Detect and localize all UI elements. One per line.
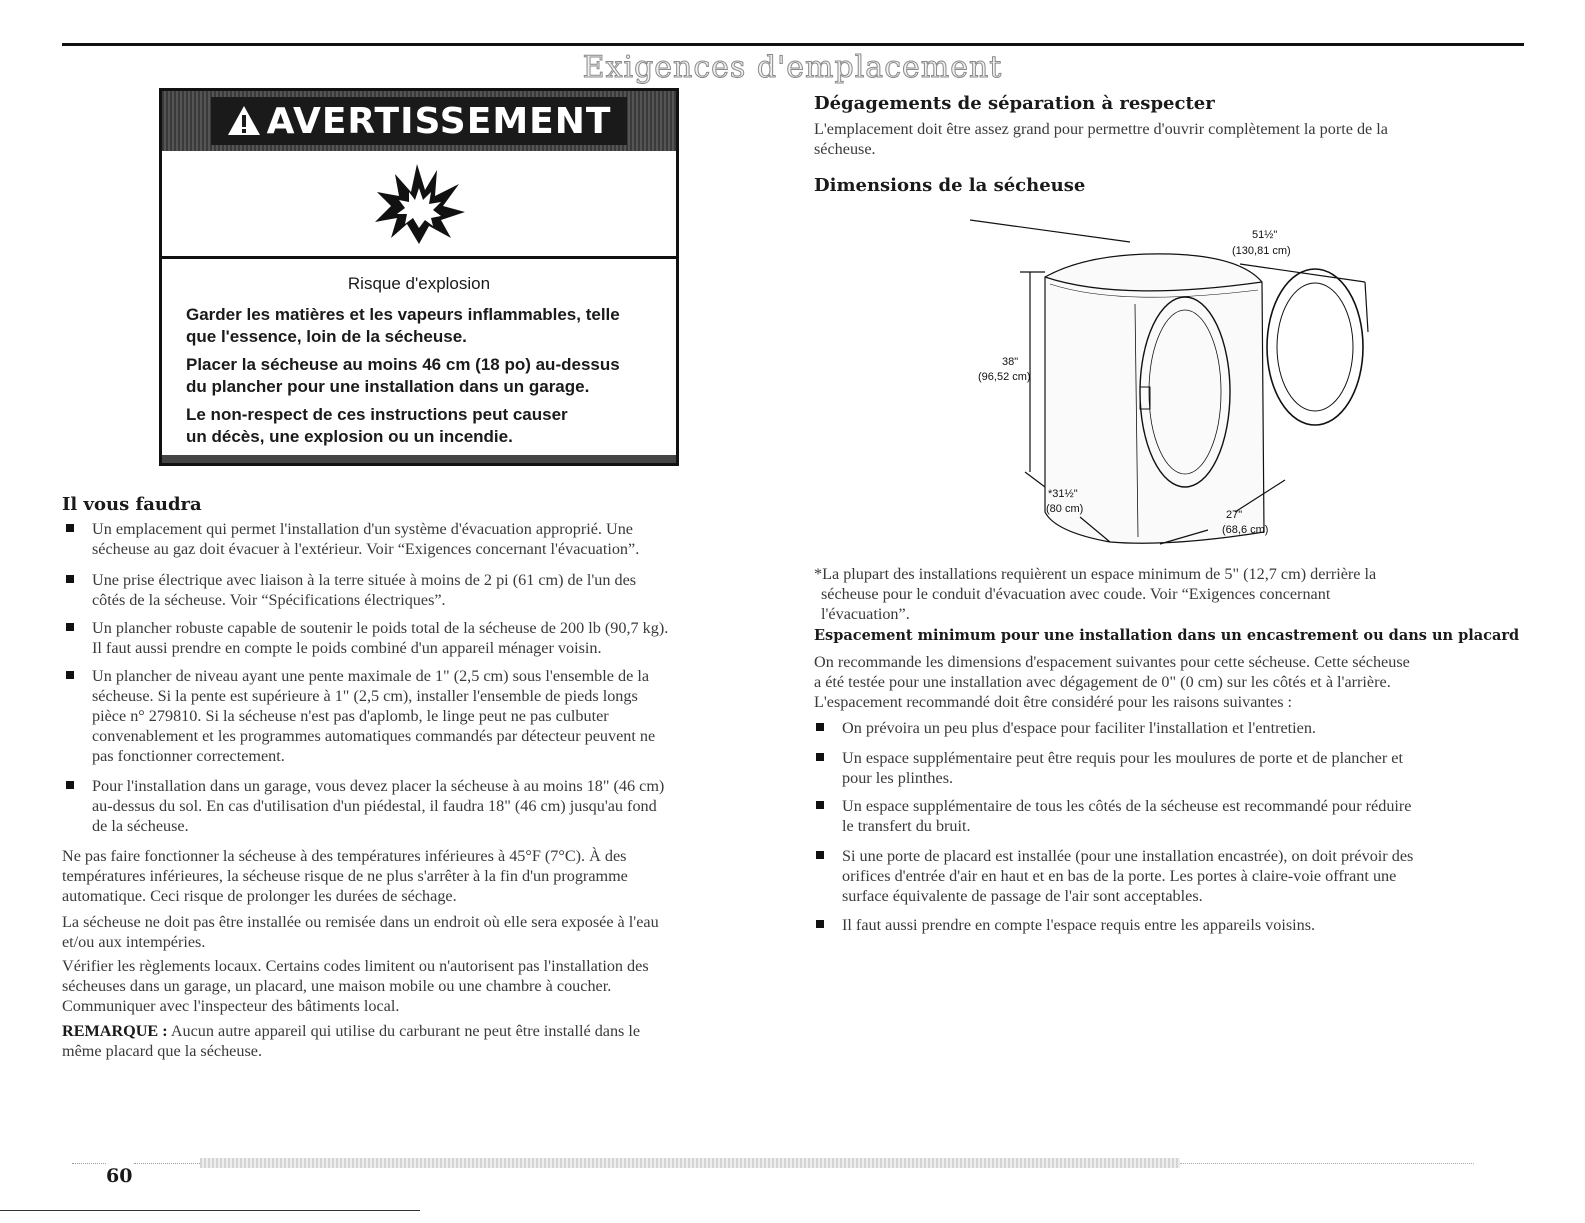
paragraph-remark: REMARQUE : Aucun autre appareil qui utilise du carburant ne peut être installé dans le même placard que la sécheuse. [62,1022,641,1060]
bullet-square-icon [816,753,824,761]
bullet-square-icon [66,623,74,631]
list-item: Une prise électrique avec liaison à la terre située à moins de 2 pi (61 cm) de l'un des côtés de la sécheuse. Voir “Spécifications électriques”. [92,570,772,610]
warning-line: Placer la sécheuse au moins 46 cm (18 po) au-dessus [186,355,620,374]
warning-title-block [211,97,628,145]
risk-title: Risque d'explosion [347,274,491,293]
warning-title: AVERTISSEMENT [266,100,612,142]
bullet-square-icon [66,671,74,679]
list-item: Un emplacement qui permet l'installation d'un système d'évacuation approprié. Une sécheuse au gaz doit évacuer à l'extérieur. Voir “Exigences concernant l'évacuation”. [92,519,772,559]
paragraph-clearance: L'emplacement doit être assez grand pour permettre d'ouvrir complètement la porte de la sécheuse. [814,120,1388,158]
list-item: On prévoira un peu plus d'espace pour faciliter l'installation et l'entretien. [842,718,1532,738]
list-item: Si une porte de placard est installée (pour une installation encastrée), on doit prévoir des orifices d'entrée d'air en haut et en bas de la porte. Les portes à claire-voie offrant une surface équivalente de passage de l'air sont acceptables. [842,846,1532,906]
section-heading-minimum-spacing: Espacement minimum pour une installation dans un encastrement ou dans un placard [814,627,1520,644]
warning-paragraph [186,404,666,448]
bullet-square-icon [816,851,824,859]
warning-triangle-icon [227,104,261,138]
dim-width-metric: (68,6 cm) [1222,524,1269,536]
warning-paragraph [186,304,666,348]
footnote: *La plupart des installations requièrent un espace minimum de 5" (12,7 cm) derrière la sécheuse pour le conduit d'évacuation avec coude. Voir “Exigences concernant l'évacuation”. [814,565,1377,623]
warning-line: un décès, une explosion ou un incendie. [186,427,513,446]
top-rule [62,43,1524,46]
dim-height-label: 38" [1002,356,1019,368]
dim-height-metric: (96,52 cm) [978,371,1031,383]
dim-depth-label: *31½" [1048,488,1078,500]
paragraph-minimum-spacing: On recommande les dimensions d'espacement suivantes pour cette sécheuse. Cette sécheuse a été testée pour une installation avec dégagement de 0" (0 cm) sur les côtés et à l'arrière. L'espacement recommandé doit être considéré pour les raisons suivantes : [814,653,1410,711]
dim-door-width-label: 51½" [1252,229,1278,241]
warning-line: du plancher pour une installation dans un garage. [186,377,590,396]
bullet-square-icon [66,575,74,583]
warning-header [162,91,676,151]
list-item: Un plancher robuste capable de soutenir le poids total de la sécheuse de 200 lb (90,7 kg). Il faut aussi prendre en compte le poids combiné d'un appareil ménager voisin. [92,618,782,658]
bullet-square-icon [816,801,824,809]
warning-line: Garder les matières et les vapeurs inflammables, telle [186,305,620,324]
list-item: Un plancher de niveau ayant une pente maximale de 1" (2,5 cm) sous l'ensemble de la sécheuse. Si la pente est supérieure à 1" (2,5 cm), installer l'ensemble de pieds longs pièce n° 279810. Si la sécheuse n'est pas d'aplomb, le linge peut ne pas culbuter convenablement et les programmes automatiques commandés par détecteur peuvent ne pas fonctionner correctement. [92,666,782,766]
warning-box [159,88,679,466]
warning-line: que l'essence, loin de la sécheuse. [186,327,467,346]
list-item: Un espace supplémentaire de tous les côtés de la sécheuse est recommandé pour réduire le transfert du bruit. [842,796,1532,836]
bullet-square-icon [816,920,824,928]
dim-door-width-metric: (130,81 cm) [1232,245,1291,257]
warning-paragraph [186,354,666,398]
explosion-icon [369,162,469,246]
footer-dots [72,1163,106,1164]
dryer-dimensions-diagram [970,212,1390,557]
remark-label: REMARQUE : [62,1022,168,1040]
bottom-rule [0,1210,420,1211]
footer-band [200,1158,1180,1168]
section-heading-requirements: Il vous faudra [62,494,202,515]
paragraph-exposure: La sécheuse ne doit pas être installée ou remisée dans un endroit où elle sera exposée à l'eau et/ou aux intempéries. [62,913,659,951]
dim-depth-metric: (80 cm) [1046,503,1084,515]
list-item: Il faut aussi prendre en compte l'espace requis entre les appareils voisins. [842,915,1532,935]
warning-body [162,262,676,463]
section-heading-dimensions: Dimensions de la sécheuse [814,175,1086,196]
warning-symbol-area [162,151,676,259]
paragraph-temperature: Ne pas faire fonctionner la sécheuse à des températures inférieures à 45°F (7°C). À des températures inférieures, la sécheuse risque de ne plus s'arrêter à la fin d'un programme automatique. Ceci risque de prolonger les durées de séchage. [62,847,628,905]
list-item: Pour l'installation dans un garage, vous devez placer la sécheuse à au moins 18" (46 cm) au-dessus du sol. En cas d'utilisation d'un piédestal, il faudra 18" (46 cm) jusqu'au fond de la sécheuse. [92,776,782,836]
door [1267,269,1363,425]
bullet-square-icon [66,524,74,532]
footer-dots [134,1163,200,1164]
bullet-square-icon [66,781,74,789]
page-number: 60 [106,1165,133,1187]
section-heading-clearance: Dégagements de séparation à respecter [814,93,1215,114]
page-title: Exigences d'emplacement [582,50,1003,85]
paragraph-local-codes: Vérifier les règlements locaux. Certains codes limitent ou n'autorisent pas l'installation des sécheuses dans un garage, un placard, une maison mobile ou une chambre à coucher. Communiquer avec l'inspecteur des bâtiments local. [62,957,649,1015]
dim-width-label: 27" [1226,509,1243,521]
list-item: Un espace supplémentaire peut être requis pour les moulures de porte et de plancher et pour les plinthes. [842,748,1532,788]
bullet-square-icon [816,723,824,731]
warning-line: Le non-respect de ces instructions peut causer [186,405,568,424]
footer-dots [1180,1163,1474,1164]
